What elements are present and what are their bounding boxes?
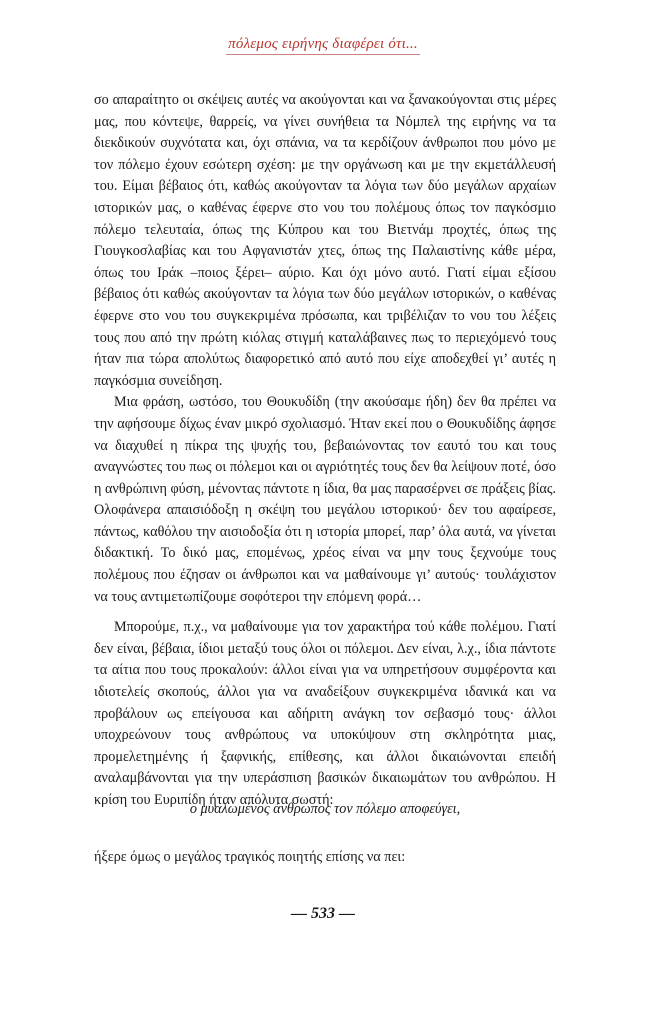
running-header xyxy=(0,36,646,53)
page-number: — 533 — xyxy=(291,905,355,922)
body-text xyxy=(94,90,556,812)
verse-quote: ο μυαλωμένος άνθρωπος τον πόλεμο αποφεύγει, xyxy=(189,801,461,817)
paragraph-1: σο απαραίτητο οι σκέψεις αυτές να ακούγονται και να ξανακούγονται στις μέρες μας, που κόντεψε, θαρρείς, να γίνει συνήθεια τα Νόμπελ της ειρήνης να τα διεκδικούν συχνότατα και, όχι σπάνια, να τα κερδίζουν άνθρωποι που μόνο με τον πόλεμο έχουν εσώτερη σχέση: με την οργάνωση και με την εκμετάλλευσή του. Είμαι βέβαιος ότι, καθώς ακούγονταν τα λόγια των δύο μεγάλων αρχαίων ιστορικών μας, ο καθένας έφερνε στο νου του πολέμους όπως τον παγκόσμιο πόλεμο τελευταία, όπως της Κύπρου και του Βιετνάμ προχτές, όπως της Γιουγκοσλαβίας και του Αφγανιστάν χτες, όπως της Παλαιστίνης κάθε μέρα, όπως του Ιράκ –ποιος ξέρει– αύριο. Και όχι μόνο αυτό. Γιατί είμαι εξίσου βέβαιος ότι καθώς ακούγονταν τα λόγια των δύο μεγάλων ιστορικών, ο καθένας έφερνε στο νου του συγκεκριμένα πρόσωπα, και τριβέλιζαν το νου του λέξεις τους που από την πρώτη κιόλας στιγμή καταλάβαινες πως το περιεχόμενό τους ήταν πια τώρα απολύτως διαφορετικό από αυτό που είχε αποδεχθεί γι’ αυτές η παγκόσμια συνείδηση. xyxy=(94,92,556,389)
paragraph-3: Μπορούμε, π.χ., να μαθαίνουμε για τον χαρακτήρα τού κάθε πολέμου. Γιατί δεν είναι, βέβαια, ίδιοι μεταξύ τους όλοι οι πόλεμοι. Δεν είναι, λ.χ., ίδια πάντοτε τα αίτια που τους προκαλούν: άλλοι είναι για να υπηρετήσουν συμφέροντα και ιδιοτελείς σκοπούς, άλλοι για να αναδείξουν συγκεκριμένα ιδανικά και να προβάλουν ως επείγουσα και αδήριτη ανάγκη τον σεβασμό τους· άλλοι υποχρεώνουν τους ανθρώπους να υποκύψουν στη σκληρότητα μιας, προμελετημένης ή ξαφνικής, επίθεσης, και άλλοι δικαιώνονται επειδή αναλαμβάνονται για την υπεράσπιση βασικών δικαιωμάτων του ανθρώπου. Η κρίση του Ευριπίδη ήταν απόλυτα σωστή: xyxy=(94,619,556,808)
paragraph-2: Μια φράση, ωστόσο, του Θουκυδίδη (την ακούσαμε ήδη) δεν θα πρέπει να την αφήσουμε δίχως έναν μικρό σχολιασμό. Ήταν εκεί που ο Θουκυδίδης άφησε να διαχυθεί η πίκρα της ψυχής του, βεβαιώνοντας τον εαυτό του και τους αναγνώστες του πως οι πόλεμοι και οι αγριότητές τους δεν θα λείψουν ποτέ, όσο η ανθρώπινη φύση, μένοντας πάντοτε η ίδια, θα μας παρασέρνει σε πράξεις βίας. Ολοφάνερα απαισιόδοξη η σκέψη του μεγάλου ιστορικού· δεν του αφαίρεσε, πάντως, καθόλου την αισιοδοξία ότι η ιστορία μπορεί, παρ’ όλα αυτά, να γίνεται διδακτική. Το δικό μας, επομένως, χρέος είναι να μην τους ξεχνούμε τους πολέμους που έζησαν οι άνθρωποι και να μαθαίνουμε γι’ αυτούς· τουλάχιστον να τους αντιμετωπίζουμε σοφότεροι την επόμενη φορά… xyxy=(94,394,556,605)
paragraph-after-verse: ήξερε όμως ο μεγάλος τραγικός ποιητής επίσης να πει: xyxy=(94,849,406,865)
running-header-title: πόλεμος ειρήνης διαφέρει ότι... xyxy=(226,36,420,55)
